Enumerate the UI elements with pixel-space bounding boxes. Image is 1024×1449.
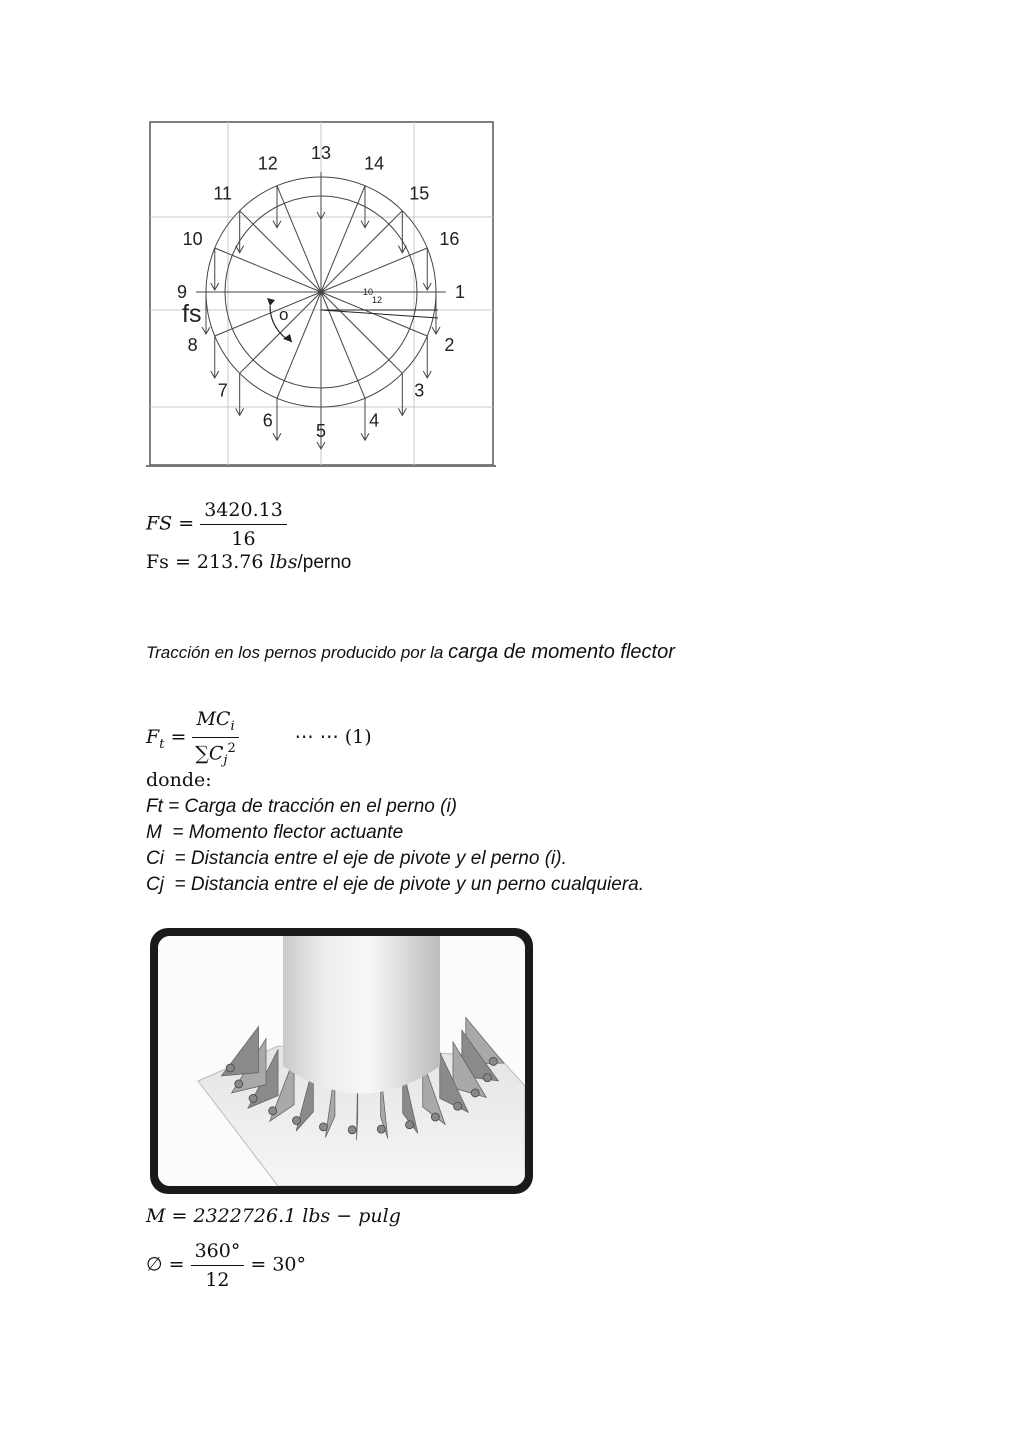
anchor-bolt: [348, 1126, 356, 1134]
anchor-bolt: [235, 1080, 243, 1088]
bolt-number-label: 11: [213, 183, 233, 204]
moment-value: M = 2322726.1: [146, 1205, 303, 1227]
bolt-number-label: 4: [369, 410, 380, 431]
anchor-bolt: [269, 1107, 277, 1115]
section-heading-part1: Tracción en los pernos producido por la: [146, 643, 449, 662]
bolt-number-label: 15: [409, 183, 430, 204]
anchor-bolt: [319, 1123, 327, 1131]
bolt-number-label: 10: [182, 228, 203, 249]
dimension-label-12: 12: [372, 295, 383, 305]
dimension-label-10: 10: [363, 287, 374, 297]
bolt-number-label: 16: [439, 228, 460, 249]
anchor-bolt: [377, 1125, 385, 1133]
ft-den-sup: 2: [227, 740, 236, 756]
bolt-number-label: 3: [414, 380, 425, 401]
bolt-number-label: 13: [310, 143, 332, 163]
force-label: fs: [182, 300, 202, 328]
fs-equation: [146, 499, 287, 550]
ft-denominator: [192, 738, 238, 768]
definition-cj: Cj = Distancia entre el eje de pivote y un perno cualquiera.: [146, 874, 644, 895]
moment-unit: lbs − pulg: [302, 1205, 401, 1227]
anchor-bolt: [483, 1074, 491, 1082]
bolt-number-label: 1: [454, 282, 466, 302]
fs-result-value: Fs = 213.76: [146, 551, 270, 573]
fs-fraction: [200, 499, 287, 550]
angle-numerator: 360°: [191, 1240, 245, 1266]
angle-denominator: 12: [205, 1269, 230, 1291]
fs-lhs: FS =: [146, 512, 195, 535]
fs-result: [146, 551, 351, 574]
ft-den-sigma: ∑: [195, 742, 209, 765]
bolt-number-label: 5: [315, 421, 327, 441]
anchor-bolt: [454, 1102, 462, 1110]
section-heading-part2: carga de momento flector: [448, 641, 675, 663]
bolt-circle-diagram: [146, 120, 498, 470]
fs-result-unit: lbs: [269, 551, 298, 573]
fs-numerator: 3420.13: [200, 499, 287, 525]
ft-equals: =: [164, 725, 187, 748]
donde-label: donde:: [146, 769, 212, 791]
definition-ci: Ci = Distancia entre el eje de pivote y el perno (i).: [146, 848, 567, 869]
ft-den-c: C: [208, 742, 224, 765]
anchor-bolt: [471, 1089, 479, 1097]
fs-denominator: 16: [231, 528, 256, 550]
angle-fraction: [191, 1240, 245, 1291]
bolt-number-label: 12: [257, 153, 278, 174]
ft-lhs-sub: t: [159, 736, 165, 752]
definition-m: M = Momento flector actuante: [146, 822, 404, 843]
column-base-render: [158, 936, 525, 1186]
anchor-bolt: [293, 1116, 301, 1124]
bolt-number-label: 6: [262, 410, 273, 431]
angle-rhs: = 30°: [250, 1253, 307, 1276]
ft-num-mc: MC: [196, 708, 231, 730]
bolt-number-label: 7: [217, 380, 228, 401]
moment-equation: [146, 1205, 401, 1227]
anchor-bolt: [489, 1057, 497, 1065]
bolt-number-label: 2: [444, 335, 455, 356]
bolt-number-label: 9: [176, 282, 188, 302]
ft-den-sub: j: [223, 752, 228, 768]
section-heading: [146, 641, 675, 664]
anchor-bolt: [226, 1064, 234, 1072]
ft-numerator: [192, 708, 238, 738]
angle-label: o: [279, 305, 289, 324]
ft-equation-ref: ⋯ ⋯ (1): [294, 725, 372, 748]
fs-result-suffix: /perno: [297, 552, 352, 573]
angle-equation: [146, 1240, 306, 1291]
ft-num-sub: i: [230, 718, 235, 734]
column-base-photo: [150, 928, 533, 1194]
definition-ft: Ft = Carga de tracción en el perno (i): [146, 796, 458, 817]
anchor-bolt: [431, 1113, 439, 1121]
ft-equation: [146, 708, 372, 768]
angle-lhs: ∅ =: [146, 1253, 185, 1276]
bolt-number-label: 8: [187, 335, 198, 356]
ft-lhs: F: [146, 725, 160, 748]
ft-fraction: [192, 708, 238, 768]
anchor-bolt: [249, 1094, 257, 1102]
bolt-number-label: 14: [364, 153, 385, 174]
anchor-bolt: [406, 1121, 414, 1129]
